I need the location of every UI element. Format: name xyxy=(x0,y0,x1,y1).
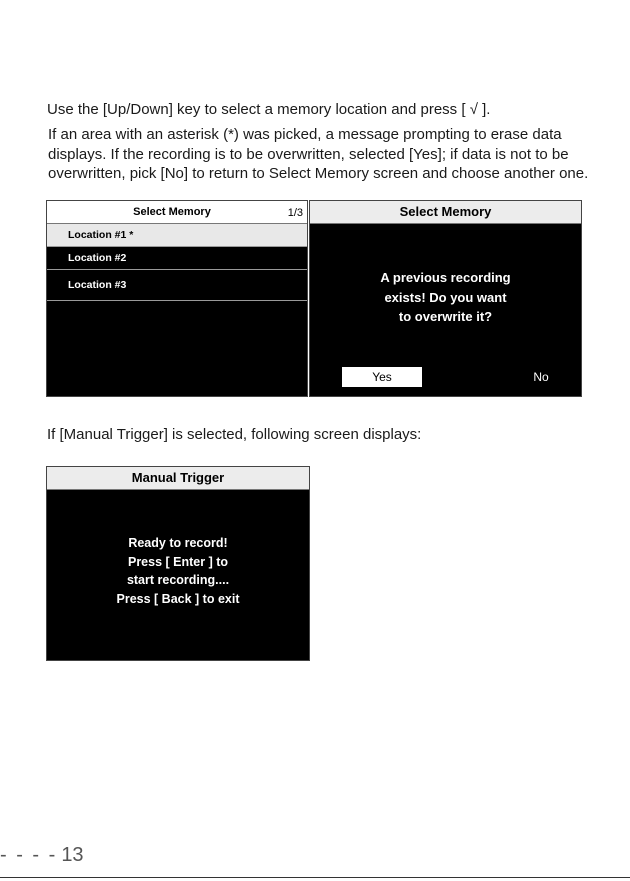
manual-trigger-intro: If [Manual Trigger] is selected, following screen displays: xyxy=(47,426,422,443)
message-line: Press [ Enter ] to xyxy=(127,554,229,569)
instructions-paragraph xyxy=(48,125,608,184)
memory-location-label: Location #2 xyxy=(68,252,127,264)
message-line: A previous recording xyxy=(380,270,511,285)
screen-title: Manual Trigger xyxy=(47,467,309,490)
page-footer xyxy=(0,844,84,867)
memory-location-item[interactable] xyxy=(47,247,307,270)
overwrite-prompt-screen xyxy=(309,200,582,397)
footer-dashes: - - - - xyxy=(0,844,58,866)
bottom-rule xyxy=(0,877,630,878)
intro-text: Use the [Up/Down] key to select a memory location and press [ √ ]. xyxy=(47,101,491,118)
page-indicator: 1/3 xyxy=(287,207,303,219)
instructions-line: If an area with an asterisk (*) was picked, a message prompting to erase data xyxy=(48,126,562,143)
page-number: 13 xyxy=(61,844,84,866)
manual-trigger-screen xyxy=(46,466,310,661)
memory-location-item[interactable] xyxy=(47,224,307,247)
trigger-message xyxy=(47,534,309,608)
message-line: Press [ Back ] to exit xyxy=(116,591,240,606)
screen-header xyxy=(47,201,307,224)
message-line: Ready to record! xyxy=(128,536,228,550)
message-line: exists! Do you want xyxy=(384,289,507,305)
memory-location-label: Location #1 * xyxy=(68,229,134,241)
message-line: to overwrite it? xyxy=(398,309,493,324)
screen-title: Select Memory xyxy=(310,201,581,224)
message-line: start recording.... xyxy=(126,573,230,587)
no-button[interactable]: No xyxy=(526,367,556,387)
screen-title: Select Memory xyxy=(133,206,211,218)
instructions-line: overwritten, pick [No] to return to Select Memory screen and choose another one. xyxy=(48,165,589,182)
memory-location-item[interactable] xyxy=(47,271,307,301)
memory-location-label: Location #3 xyxy=(68,279,127,291)
yes-button[interactable]: Yes xyxy=(342,367,422,387)
overwrite-message xyxy=(310,268,581,327)
instructions-line: displays. If the recording is to be overwritten, selected [Yes]; if data is not to be xyxy=(48,145,569,163)
select-memory-screen xyxy=(46,200,308,397)
